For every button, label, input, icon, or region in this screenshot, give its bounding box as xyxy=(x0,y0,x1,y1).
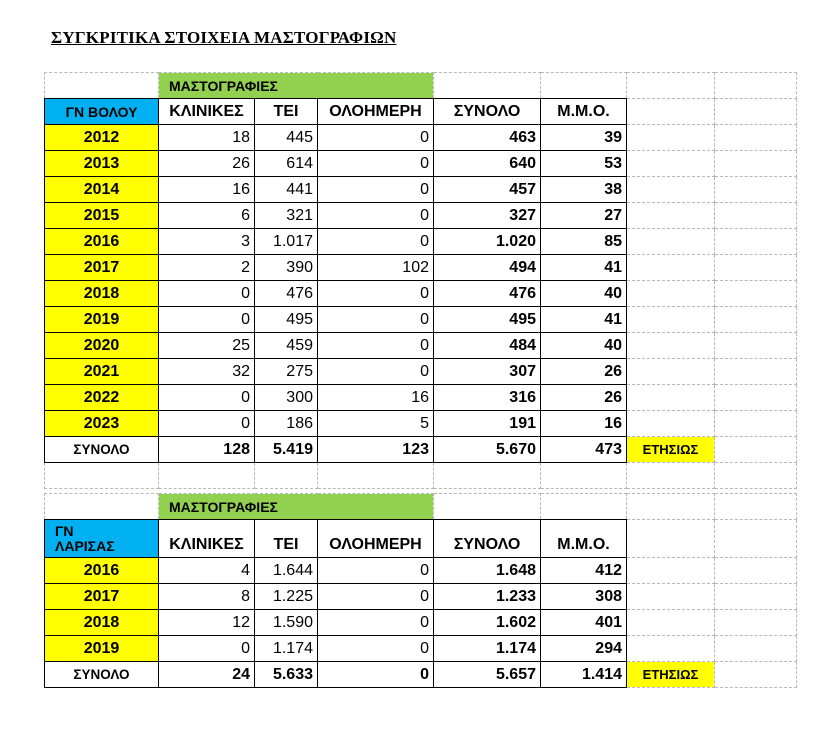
col-header-full-day: ΟΛΟΗΜΕΡΗ xyxy=(318,99,434,125)
blank-cell xyxy=(45,494,159,520)
larisa-table xyxy=(44,493,797,688)
year-cell: 2018 xyxy=(45,610,159,636)
mmo-cell: 41 xyxy=(541,255,627,281)
mmo-cell: 53 xyxy=(541,151,627,177)
tei-cell: 445 xyxy=(255,125,318,151)
hospital-header-line1: ΓΝ xyxy=(55,522,74,539)
clinics-cell: 4 xyxy=(159,558,255,584)
table-row xyxy=(45,177,797,203)
total-clinics: 24 xyxy=(159,662,255,688)
table-row xyxy=(45,255,797,281)
full-day-cell: 0 xyxy=(318,636,434,662)
hospital-header xyxy=(45,520,159,558)
year-cell: 2013 xyxy=(45,151,159,177)
total-cell: 495 xyxy=(434,307,541,333)
year-cell: 2015 xyxy=(45,203,159,229)
table-row xyxy=(45,229,797,255)
col-header-mmo: Μ.Μ.Ο. xyxy=(541,520,627,558)
table-row xyxy=(45,359,797,385)
total-cell: 191 xyxy=(434,411,541,437)
hospital-header-line2: ΛΑΡΙΣΑΣ xyxy=(55,537,115,554)
total-mmo: 1.414 xyxy=(541,662,627,688)
year-cell: 2023 xyxy=(45,411,159,437)
col-header-clinics: ΚΛΙΝΙΚΕΣ xyxy=(159,99,255,125)
full-day-cell: 0 xyxy=(318,359,434,385)
annual-note: ΕΤΗΣΙΩΣ xyxy=(627,662,715,688)
table-row xyxy=(45,385,797,411)
full-day-cell: 0 xyxy=(318,333,434,359)
table-row xyxy=(45,636,797,662)
total-sum: 5.657 xyxy=(434,662,541,688)
tei-cell: 459 xyxy=(255,333,318,359)
year-cell: 2017 xyxy=(45,255,159,281)
col-header-total: ΣΥΝΟΛΟ xyxy=(434,99,541,125)
full-day-cell: 0 xyxy=(318,125,434,151)
table-row xyxy=(45,151,797,177)
col-header-full-day: ΟΛΟΗΜΕΡΗ xyxy=(318,520,434,558)
col-header-tei: ΤΕΙ xyxy=(255,520,318,558)
table-row xyxy=(45,584,797,610)
col-header-tei: ΤΕΙ xyxy=(255,99,318,125)
clinics-cell: 32 xyxy=(159,359,255,385)
clinics-cell: 0 xyxy=(159,281,255,307)
year-cell: 2016 xyxy=(45,229,159,255)
total-sum: 5.670 xyxy=(434,437,541,463)
table-row xyxy=(45,307,797,333)
total-full-day: 0 xyxy=(318,662,434,688)
mmo-cell: 401 xyxy=(541,610,627,636)
blank-cell xyxy=(45,73,159,99)
mmo-cell: 38 xyxy=(541,177,627,203)
clinics-cell: 25 xyxy=(159,333,255,359)
year-cell: 2021 xyxy=(45,359,159,385)
clinics-cell: 0 xyxy=(159,385,255,411)
tei-cell: 390 xyxy=(255,255,318,281)
total-cell: 476 xyxy=(434,281,541,307)
col-header-total: ΣΥΝΟΛΟ xyxy=(434,520,541,558)
tei-cell: 476 xyxy=(255,281,318,307)
year-cell: 2014 xyxy=(45,177,159,203)
tei-cell: 614 xyxy=(255,151,318,177)
mmo-cell: 294 xyxy=(541,636,627,662)
page-title: ΣΥΓΚΡΙΤΙΚΑ ΣΤΟΙΧΕΙΑ ΜΑΣΤΟΓΡΑΦΙΩΝ xyxy=(51,28,397,47)
total-cell: 327 xyxy=(434,203,541,229)
total-label: ΣΥΝΟΛΟ xyxy=(45,437,159,463)
mmo-cell: 26 xyxy=(541,385,627,411)
clinics-cell: 2 xyxy=(159,255,255,281)
clinics-cell: 18 xyxy=(159,125,255,151)
total-tei: 5.419 xyxy=(255,437,318,463)
clinics-cell: 6 xyxy=(159,203,255,229)
table-row xyxy=(45,411,797,437)
year-cell: 2016 xyxy=(45,558,159,584)
col-header-clinics: ΚΛΙΝΙΚΕΣ xyxy=(159,520,255,558)
table-row xyxy=(45,281,797,307)
year-cell: 2017 xyxy=(45,584,159,610)
clinics-cell: 0 xyxy=(159,307,255,333)
total-cell: 307 xyxy=(434,359,541,385)
total-cell: 457 xyxy=(434,177,541,203)
mmo-cell: 308 xyxy=(541,584,627,610)
mmo-cell: 27 xyxy=(541,203,627,229)
full-day-cell: 0 xyxy=(318,307,434,333)
clinics-cell: 26 xyxy=(159,151,255,177)
total-cell: 484 xyxy=(434,333,541,359)
clinics-cell: 0 xyxy=(159,636,255,662)
total-clinics: 128 xyxy=(159,437,255,463)
full-day-cell: 0 xyxy=(318,584,434,610)
group-header: ΜΑΣΤΟΓΡΑΦΙΕΣ xyxy=(159,494,434,520)
mmo-cell: 39 xyxy=(541,125,627,151)
mmo-cell: 26 xyxy=(541,359,627,385)
full-day-cell: 0 xyxy=(318,229,434,255)
tei-cell: 1.017 xyxy=(255,229,318,255)
year-cell: 2022 xyxy=(45,385,159,411)
volos-table xyxy=(44,72,797,489)
total-full-day: 123 xyxy=(318,437,434,463)
full-day-cell: 0 xyxy=(318,203,434,229)
clinics-cell: 12 xyxy=(159,610,255,636)
clinics-cell: 16 xyxy=(159,177,255,203)
total-cell: 640 xyxy=(434,151,541,177)
tei-cell: 1.644 xyxy=(255,558,318,584)
total-label: ΣΥΝΟΛΟ xyxy=(45,662,159,688)
table-row xyxy=(45,558,797,584)
mmo-cell: 40 xyxy=(541,281,627,307)
total-cell: 1.602 xyxy=(434,610,541,636)
mmo-cell: 412 xyxy=(541,558,627,584)
clinics-cell: 3 xyxy=(159,229,255,255)
tei-cell: 300 xyxy=(255,385,318,411)
tei-cell: 1.225 xyxy=(255,584,318,610)
table-row xyxy=(45,125,797,151)
total-cell: 494 xyxy=(434,255,541,281)
total-tei: 5.633 xyxy=(255,662,318,688)
clinics-cell: 8 xyxy=(159,584,255,610)
col-header-mmo: Μ.Μ.Ο. xyxy=(541,99,627,125)
year-cell: 2019 xyxy=(45,636,159,662)
tei-cell: 186 xyxy=(255,411,318,437)
tei-cell: 1.174 xyxy=(255,636,318,662)
total-cell: 316 xyxy=(434,385,541,411)
full-day-cell: 0 xyxy=(318,558,434,584)
full-day-cell: 0 xyxy=(318,281,434,307)
year-cell: 2019 xyxy=(45,307,159,333)
mmo-cell: 85 xyxy=(541,229,627,255)
hospital-header: ΓΝ ΒΟΛΟΥ xyxy=(45,99,159,125)
year-cell: 2020 xyxy=(45,333,159,359)
total-cell: 1.233 xyxy=(434,584,541,610)
total-cell: 1.648 xyxy=(434,558,541,584)
year-cell: 2018 xyxy=(45,281,159,307)
annual-note: ΕΤΗΣΙΩΣ xyxy=(627,437,715,463)
full-day-cell: 0 xyxy=(318,151,434,177)
full-day-cell: 102 xyxy=(318,255,434,281)
full-day-cell: 0 xyxy=(318,177,434,203)
mmo-cell: 41 xyxy=(541,307,627,333)
total-cell: 463 xyxy=(434,125,541,151)
tei-cell: 275 xyxy=(255,359,318,385)
total-cell: 1.020 xyxy=(434,229,541,255)
table-row xyxy=(45,333,797,359)
year-cell: 2012 xyxy=(45,125,159,151)
tei-cell: 441 xyxy=(255,177,318,203)
group-header: ΜΑΣΤΟΓΡΑΦΙΕΣ xyxy=(159,73,434,99)
table-row xyxy=(45,203,797,229)
total-cell: 1.174 xyxy=(434,636,541,662)
full-day-cell: 5 xyxy=(318,411,434,437)
tei-cell: 495 xyxy=(255,307,318,333)
mmo-cell: 40 xyxy=(541,333,627,359)
table-row xyxy=(45,610,797,636)
full-day-cell: 0 xyxy=(318,610,434,636)
tei-cell: 1.590 xyxy=(255,610,318,636)
tei-cell: 321 xyxy=(255,203,318,229)
total-mmo: 473 xyxy=(541,437,627,463)
clinics-cell: 0 xyxy=(159,411,255,437)
mmo-cell: 16 xyxy=(541,411,627,437)
full-day-cell: 16 xyxy=(318,385,434,411)
